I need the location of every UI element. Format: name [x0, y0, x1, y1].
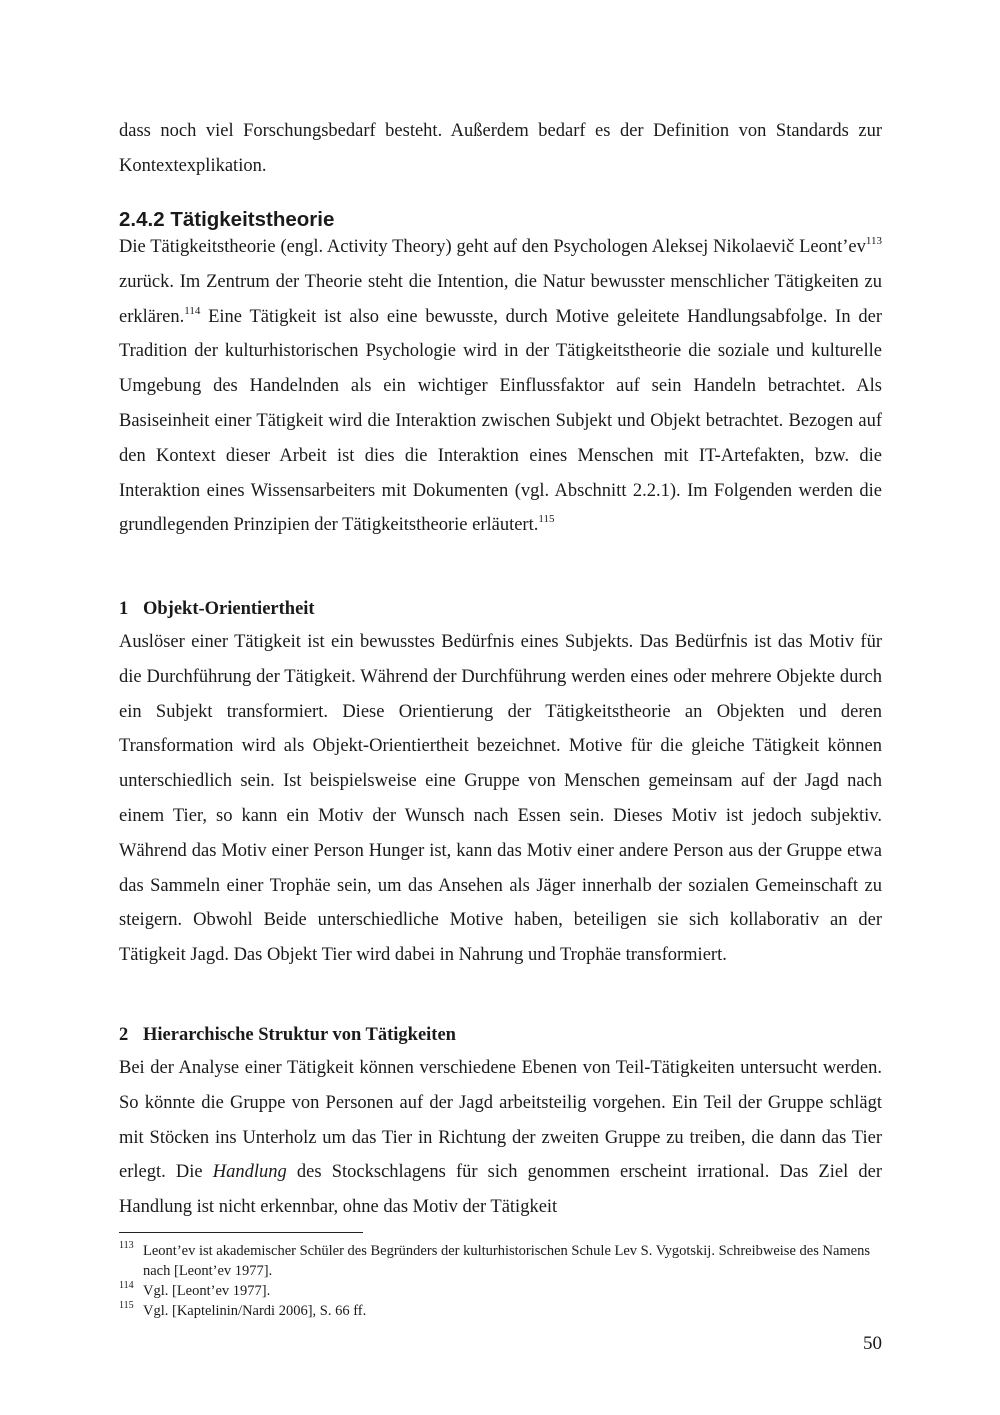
principle-2-emphasis: Handlung: [212, 1162, 287, 1183]
footnote-ref-113[interactable]: 113: [865, 235, 882, 247]
footnote-number: 115: [119, 1300, 134, 1311]
footnotes: [119, 1241, 882, 1321]
principle-2-text-1: Bei der Analyse einer Tätigkeit können verschiedene Ebenen von Teil-Tätigkeiten untersucht werden. So könnte die Gruppe von Personen auf der Jagd arbeitsteilig vorgehen. Ein Teil der Gruppe schlägt mit Stöcken ins Unterholz um das Tier in Richtung der zweiten Gruppe zu treiben, die dann das Tier erlegt. Die: [119, 1058, 882, 1183]
principle-1-number: 1: [119, 599, 129, 619]
footnote-115: [119, 1301, 882, 1321]
intro-paragraph: [119, 230, 882, 543]
page-number: 50: [863, 1333, 882, 1354]
section-title: Tätigkeitstheorie: [170, 208, 335, 231]
footnote-114: [119, 1281, 882, 1301]
principle-1-paragraph: Auslöser einer Tätigkeit ist ein bewusstes Bedürfnis eines Subjekts. Das Bedürfnis ist das Motiv für die Durchführung der Tätigkeit. Während der Durchführung werden eines oder mehrere Objekte durch ein Subjekt transformiert. Diese Orientierung der Tätigkeitstheorie an Objekten und deren Transformation wird als Objekt-Orientiertheit bezeichnet. Motive für die gleiche Tätigkeit können unterschiedlich sein. Ist beispielsweise eine Gruppe von Menschen gemeinsam auf der Jagd nach einem Tier, so kann ein Motiv der Wunsch nach Essen sein. Dieses Motiv ist jedoch subjektiv. Während das Motiv einer Person Hunger ist, kann das Motiv einer andere Person aus der Gruppe etwa das Sammeln einer Trophäe sein, um das Ansehen als Jäger innerhalb der sozialen Gemeinschaft zu steigern. Obwohl Beide unterschiedliche Motive haben, beteiligen sie sich kollaborativ an der Tätigkeit Jagd. Das Objekt Tier wird dabei in Nahrung und Trophäe transformiert.: [119, 632, 882, 966]
principle-1-heading: [119, 597, 315, 621]
principle-2-paragraph: [119, 1051, 882, 1225]
principle-2-text-2: des Stockschlagens für sich genommen erscheint irrational. Das Ziel der Handlung ist nicht erkennbar, ohne das Motiv der Tätigkeit: [119, 1162, 882, 1218]
intro-text-3: Eine Tätigkeit ist also eine bewusste, durch Motive geleitete Handlungsabfolge. In der Tradition der kulturhistorischen Psychologie wird in der Tätigkeitstheorie die soziale und kulturelle Umgebung des Handelnden als ein wichtiger Einflussfaktor auf sein Handeln betrachtet. Als Basiseinheit einer Tätigkeit wird die Interaktion zwischen Subjekt und Objekt betrachtet. Bezogen auf den Kontext dieser Arbeit ist dies die Interaktion eines Menschen mit IT-Artefakten, bzw. die Interaktion eines Wissensarbeiters mit Dokumenten (vgl. Abschnitt 2.2.1). Im Folgenden werden die grundlegenden Prinzipien der Tätigkeitstheorie erläutert.: [119, 306, 882, 536]
footnote-ref-114[interactable]: 114: [184, 304, 201, 317]
footnote-ref-115[interactable]: 115: [538, 513, 555, 526]
footnote-text: Vgl. [Leont’ev 1977].: [143, 1283, 271, 1299]
footnote-text: Vgl. [Kaptelinin/Nardi 2006], S. 66 ff.: [143, 1303, 367, 1319]
principle-2-heading: [119, 1023, 456, 1047]
top-paragraph: dass noch viel Forschungsbedarf besteht. Außerdem bedarf es der Definition von Standards zur Kontextexplikation.: [119, 121, 882, 176]
footnote-text: Leont’ev ist akademischer Schüler des Begründers der kulturhistorischen Schule Lev S. Vygotskij. Schreibweise des Namens nach [Leont’ev 1977].: [143, 1243, 870, 1279]
intro-text-2: zurück. Im Zentrum der Theorie steht die Intention, die Natur bewusster menschlicher Tätigkeiten zu erklären.: [119, 271, 882, 327]
footnote-number: 113: [119, 1240, 134, 1251]
footnote-separator: [119, 1232, 363, 1233]
intro-text-1: Die Tätigkeitstheorie (engl. Activity Theory) geht auf den Psychologen Aleksej Nikolaevič Leont’ev: [119, 237, 866, 257]
footnote-number: 114: [119, 1280, 134, 1291]
section-heading: [119, 208, 334, 232]
principle-2-title: Hierarchische Struktur von Tätigkeiten: [143, 1025, 456, 1045]
principle-1-title: Objekt-Orientiertheit: [143, 599, 315, 619]
principle-2-number: 2: [119, 1025, 129, 1045]
footnote-113: [119, 1241, 882, 1281]
section-number: 2.4.2: [119, 208, 165, 231]
